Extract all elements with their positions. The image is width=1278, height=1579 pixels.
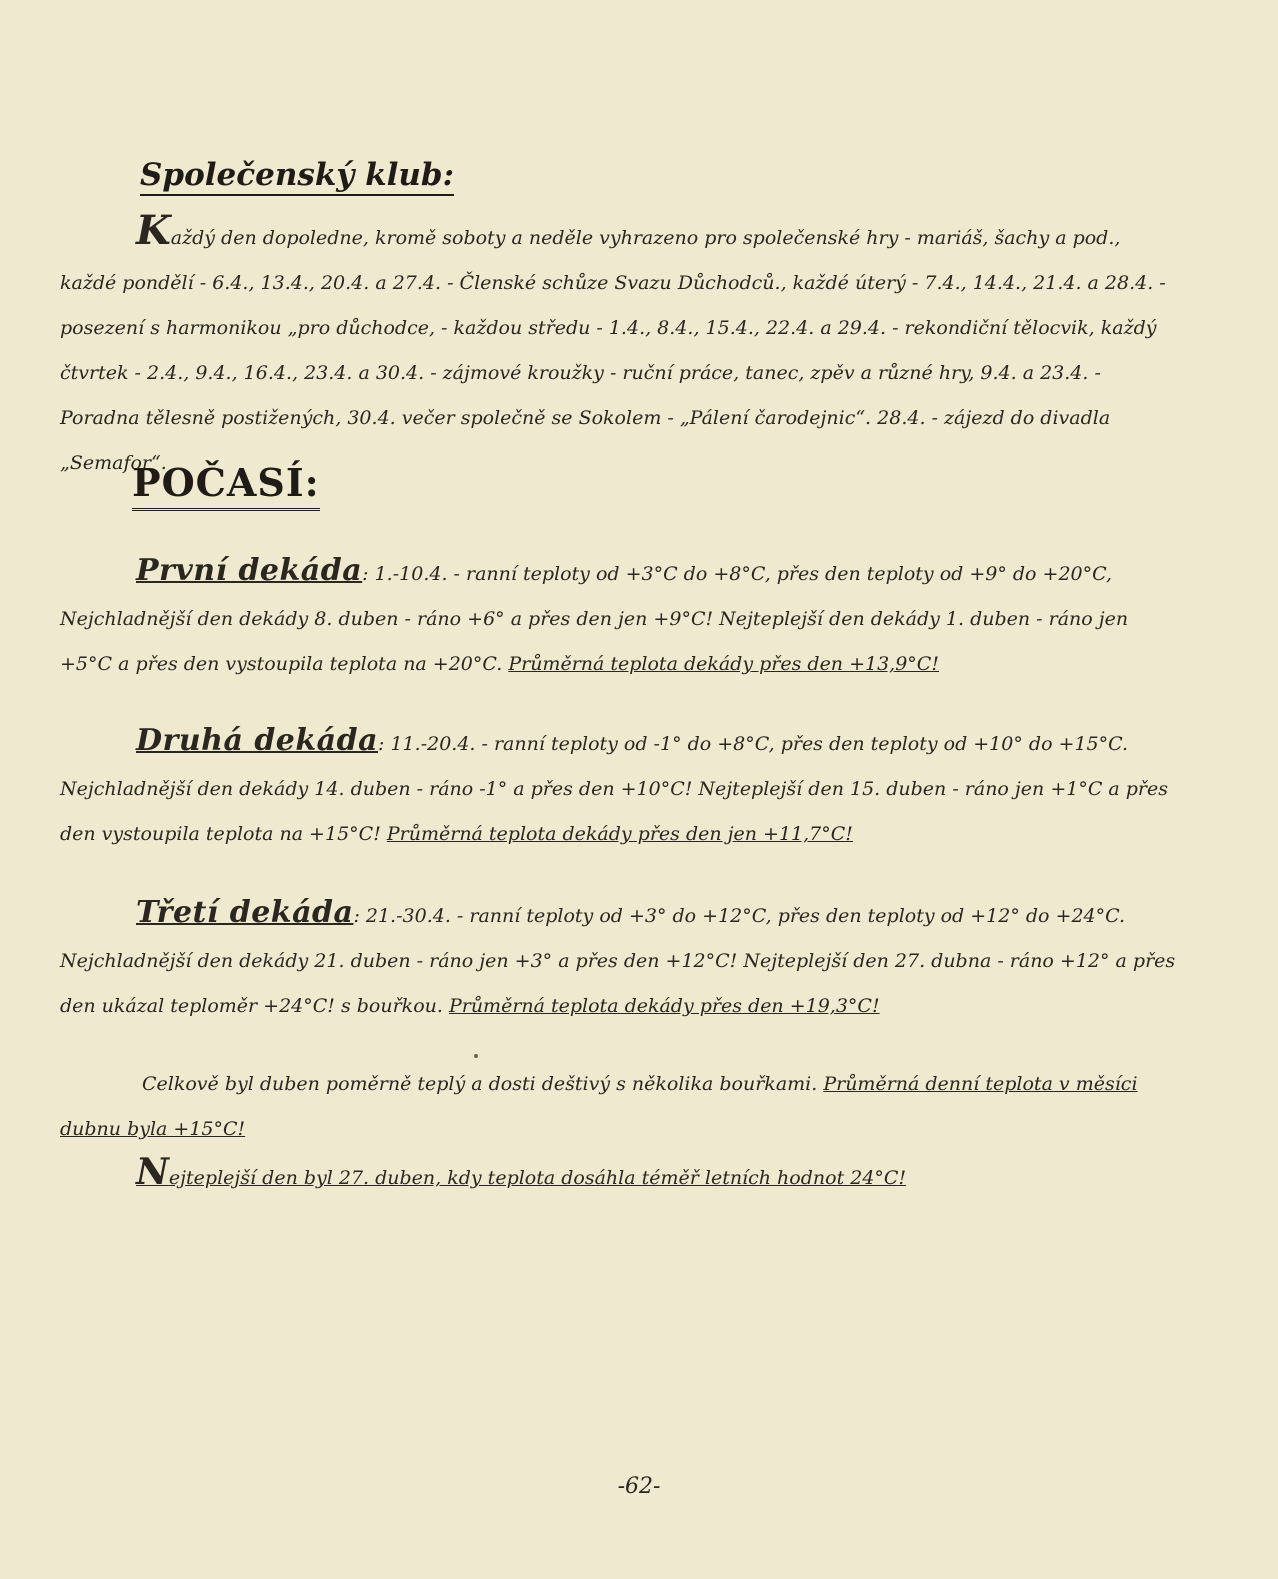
- decade-text: : 11.-20.4. - ranní teploty od -1° do +8°C, přes den teploty od +10° do +15°C. Nejchladnější den dekády 14. duben - ráno -1° a přes den +10°C! Nejteplejší den 15. duben - ráno jen +1°C a přes den vystoupila teplota na +15°C!: [60, 733, 1169, 845]
- page-number: -62-: [617, 1474, 661, 1499]
- ink-dot: [474, 1054, 478, 1058]
- decade-average: Průměrná teplota dekády přes den +13,9°C!: [508, 653, 939, 675]
- club-paragraph: [60, 208, 1180, 486]
- club-heading: Společenský klub:: [140, 156, 454, 196]
- decade-paragraph: [60, 718, 1180, 857]
- club-text: aždý den dopoledne, kromě soboty a neděle vyhrazeno pro společenské hry - mariáš, šachy a pod., každé pondělí - 6.4., 13.4., 20.4. a 27.4. - Členské schůze Svazu Důchodců., každé úterý - 7.4., 14.4., 21.4. a 28.4. - posezení s harmonikou „pro důchodce, - každou středu - 1.4., 8.4., 15.4., 22.4. a 29.4. - rekondiční tělocvik, každý čtvrtek - 2.4., 9.4., 16.4., 23.4. a 30.4. - zájmové kroužky - ruční práce, tanec, zpěv a různé hry, 9.4. a 23.4. - Poradna tělesně postižených, 30.4. večer společně se Sokolem - „Pálení čarodejnic“. 28.4. - zájezd do divadla „Semafor“.: [60, 227, 1166, 474]
- warmest-day-line: [136, 1150, 1176, 1201]
- decade-text: : 1.-10.4. - ranní teploty od +3°C do +8°C, přes den teploty od +9° do +20°C, Nejchladnější den dekády 8. duben - ráno +6° a přes den jen +9°C! Nejteplejší den dekády 1. duben - ráno jen +5°C a přes den vystoupila teplota na +20°C.: [60, 563, 1129, 675]
- decade-title: Druhá dekáda: [136, 723, 379, 758]
- decade-paragraph: [60, 890, 1180, 1029]
- summary-text: Celkově byl duben poměrně teplý a dosti deštivý s několika bouřkami.: [142, 1073, 824, 1095]
- decade-title: Třetí dekáda: [136, 895, 354, 930]
- weather-heading: POČASÍ:: [132, 460, 320, 511]
- warmest-text: ejteplejší den byl 27. duben, kdy teplota dosáhla téměř letních hodnot 24°C!: [168, 1167, 907, 1189]
- decade-text: : 21.-30.4. - ranní teploty od +3° do +12°C, přes den teploty od +12° do +24°C. Nejchladnější den dekády 21. duben - ráno jen +3° a přes den +12°C! Nejteplejší den 27. dubna - ráno +12° a přes den ukázal teploměr +24°C! s bouřkou.: [60, 905, 1176, 1017]
- club-dropcap: K: [136, 207, 171, 254]
- decade-title: První dekáda: [136, 553, 363, 588]
- decade-average: Průměrná teplota dekády přes den jen +11,7°C!: [386, 823, 853, 845]
- summary-average: Průměrná denní teplota v měsíci dubnu byla +15°C!: [60, 1073, 1138, 1140]
- summary-paragraph: [60, 1062, 1180, 1152]
- decade-average: Průměrná teplota dekády přes den +19,3°C!: [448, 995, 880, 1017]
- warmest-dropcap: N: [136, 1151, 169, 1193]
- decade-paragraph: [60, 548, 1180, 687]
